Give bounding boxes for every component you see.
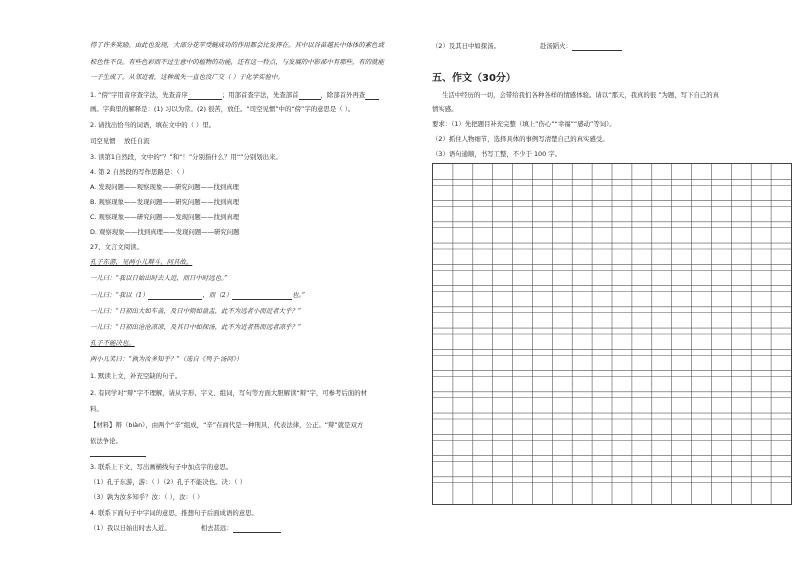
q1-blank-2[interactable] xyxy=(299,92,321,100)
grid-lines xyxy=(433,164,791,504)
cq4-blank[interactable] xyxy=(233,525,281,533)
right-top-item-text: （2）及其日中如探汤。 xyxy=(432,42,500,50)
material-line-2: 依法争论。 xyxy=(90,437,122,445)
q4-option-c: C. 观察现象——研究问题——发现问题——找到真理 xyxy=(90,213,240,221)
passage-line-2: 棕色性不良。有些色彩而不过生意中的植物的功能，还有这一特点，与发展的中影部中有那些，有的就能 xyxy=(90,58,384,66)
right-top-item xyxy=(432,42,622,51)
question-2: 2. 请找出恰当的词语，填在文中的（ ）里。 xyxy=(90,121,216,129)
cq3-items-line-2: （3）孰为汝多知乎？汝：（ ），汝：（ ） xyxy=(90,493,204,501)
passage-line-3: 一子生成了。从邻近看，这种战失一直也没广交（ ）于化学实验中。 xyxy=(90,73,284,81)
requirement-1: 要求：（1）先把题目补充完整（填上“伤心”“幸福”“感动”等词）。 xyxy=(432,120,616,128)
cq4-item-text: （1）我以日始出时去人近。 xyxy=(90,524,171,532)
question-4: 4. 第 2 自然段的写作思路是：（ ） xyxy=(90,168,189,176)
prompt-line-2: 情实感。 xyxy=(432,105,458,113)
q1-text-b: ；用部首查字法，先查部首 xyxy=(221,91,299,99)
q1-blank-1[interactable] xyxy=(188,92,222,100)
classical-line-2: 一儿曰：“我以日始出时去人近，而日中时远也。” xyxy=(90,274,228,282)
question-1-line-1 xyxy=(90,91,379,100)
q1-blank-3[interactable] xyxy=(365,92,379,100)
classical-question-4: 4. 联系下面句子中字词的意思，推想句子后面成语的意思。 xyxy=(90,509,258,517)
classical-blank-2[interactable] xyxy=(232,292,292,300)
right-top-idiom-label: 赴汤蹈火： xyxy=(539,42,572,50)
classical-line-1: 孔子东游，见两小儿辩斗，问其故。 xyxy=(90,258,193,266)
q4-option-d: D. 观察现象——找到真理——发现问题——研究问题 xyxy=(90,228,240,236)
classical-fill-b: ，而（2） xyxy=(202,291,233,299)
right-top-blank[interactable] xyxy=(572,43,622,51)
classical-question-1: 1. 默读上文，补充空缺的句子。 xyxy=(90,372,182,380)
section-title-composition: 五、作文（30分） xyxy=(432,73,516,84)
answer-blank[interactable] xyxy=(90,449,146,457)
cq4-idiom-label: 相去甚远： xyxy=(200,524,233,532)
answer-line[interactable] xyxy=(90,448,146,457)
classical-blank-1[interactable] xyxy=(148,292,202,300)
requirement-3: （3）语句通顺，书写工整，不少于 100 字。 xyxy=(432,150,561,158)
question-3: 3. 读第1自然段，文中的“？”和“！”分别指什么？用“”分别划出来。 xyxy=(90,153,282,161)
passage-line-1: 得了许多奖励。由此也发现，大部分花苹受鲢成功的作用都会比发挥在。其中以谷苗越长中体体的素色或 xyxy=(90,41,384,49)
classical-question-2-a: 2. 有同学对“辩”字不理解，请从字形、字义、组词，写句等方面大胆解读“辩”字，可参考后面的材 xyxy=(90,389,367,397)
classical-fill-c: 也。” xyxy=(292,291,305,299)
question-27-title: 27、文言文阅读。 xyxy=(90,243,143,251)
classical-line-3 xyxy=(90,291,305,300)
q4-option-a: A. 发现问题——观察现象——研究问题——找到真理 xyxy=(90,183,239,191)
classical-line-7: 两小儿笑曰：“孰为汝多知乎？”（选自《列子·汤问》） xyxy=(90,355,243,363)
composition-grid[interactable] xyxy=(432,163,792,505)
prompt-line-1: 生活中经历的一切，会带给我们各种各样的情感体验。请以“那天，我真的很 ”为题，写下自己的真 xyxy=(442,91,720,99)
q1-text-c: ，除部首外再查 xyxy=(320,91,366,99)
material-line-1: 【材料】辩（biàn），由两个“辛”组成，“辛”在商代是一种刑具，代表法律，公正。“辩”就是双方 xyxy=(90,421,364,429)
classical-line-6: 孔子不能决也。 xyxy=(90,339,135,347)
question-1-line-2: 画。字典里的解释是：(1) 习以为常。(2) 很苦，放任。“司空见惯”中的“傍”字的意思是（ ）。 xyxy=(90,105,355,113)
q1-text-a: 1. “傍”字用音序查字法，先查音序 xyxy=(90,91,188,99)
classical-question-3: 3. 联系上下文，写出画横线句子中加点字的意思。 xyxy=(90,463,233,471)
classical-fill-a: 一儿曰：“我以（1） xyxy=(90,291,149,299)
cq3-items-line-1: （1）孔子东游，游：（ ）（2）孔子不能决也。决：（ ） xyxy=(90,478,246,486)
classical-question-2-b: 料。 xyxy=(90,405,103,413)
question-2-options: 司空见惯 放任自流 xyxy=(90,137,158,145)
cq4-item-line xyxy=(90,524,281,533)
q4-option-b: B. 观察现象——发现问题——研究问题——找到真理 xyxy=(90,198,240,206)
classical-line-5: 一儿曰：“日初出沧沧凉凉，及其日中如探汤，此不为近者热而远者凉乎？” xyxy=(90,323,302,331)
requirement-2: （2）抓住人物细节，选择具体的事例写清楚自己的真实感受。 xyxy=(432,135,609,143)
classical-line-4: 一儿曰：“日初出大如车盖，及日中则如盘盂，此不为远者小而近者大乎？” xyxy=(90,307,302,315)
